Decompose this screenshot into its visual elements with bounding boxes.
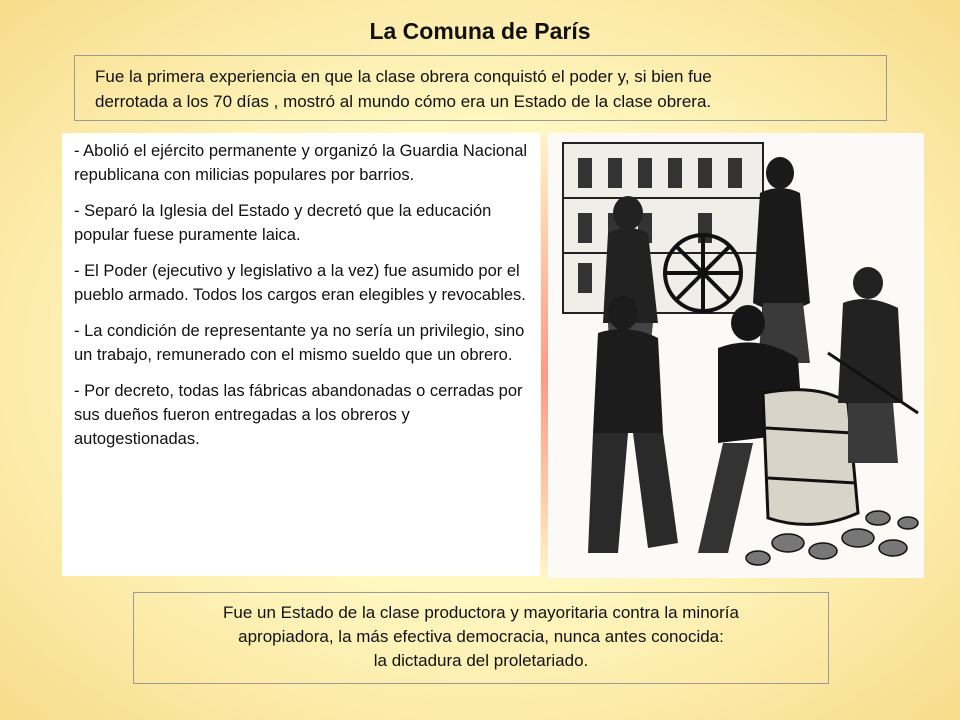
measure-item: - El Poder (ejecutivo y legislativo a la vez) fue asumido por el pueblo armado. Todos los cargos eran elegibles y revocables. bbox=[74, 262, 526, 304]
barricade-illustration bbox=[548, 133, 924, 578]
measure-item: - Separó la Iglesia del Estado y decretó que la educación popular fuese puramente laica. bbox=[74, 202, 492, 244]
page-title: La Comuna de París bbox=[369, 18, 591, 44]
barrel bbox=[763, 390, 858, 525]
measures-panel bbox=[62, 133, 540, 576]
intro-box bbox=[74, 55, 887, 121]
intro-line-1: Fue la primera experiencia en que la clase obrera conquistó el poder y, si bien fue bbox=[95, 67, 712, 86]
cart-wheel bbox=[665, 235, 741, 311]
worker-figure-center bbox=[588, 296, 678, 553]
measure-item: - Por decreto, todas las fábricas abandonadas o cerradas por sus dueños fueron entregadas a los obreros y autogestionadas. bbox=[74, 382, 523, 448]
buildings bbox=[563, 143, 763, 313]
closing-line-2: apropiadora, la más efectiva democracia, nunca antes conocida: bbox=[238, 627, 724, 646]
closing-line-1: Fue un Estado de la clase productora y mayoritaria contra la minoría bbox=[223, 603, 739, 622]
intro-line-2: derrotada a los 70 días , mostró al mundo cómo era un Estado de la clase obrera. bbox=[95, 92, 712, 111]
closing-line-3: la dictadura del proletariado. bbox=[373, 651, 589, 670]
measure-item: - La condición de representante ya no sería un privilegio, sino un trabajo, remunerado con el mismo sueldo que un obrero. bbox=[74, 322, 525, 364]
panel-divider bbox=[541, 133, 548, 576]
measure-item: - Abolió el ejército permanente y organizó la Guardia Nacional republicana con milicias populares por barrios. bbox=[74, 142, 528, 184]
closing-box bbox=[133, 592, 829, 684]
